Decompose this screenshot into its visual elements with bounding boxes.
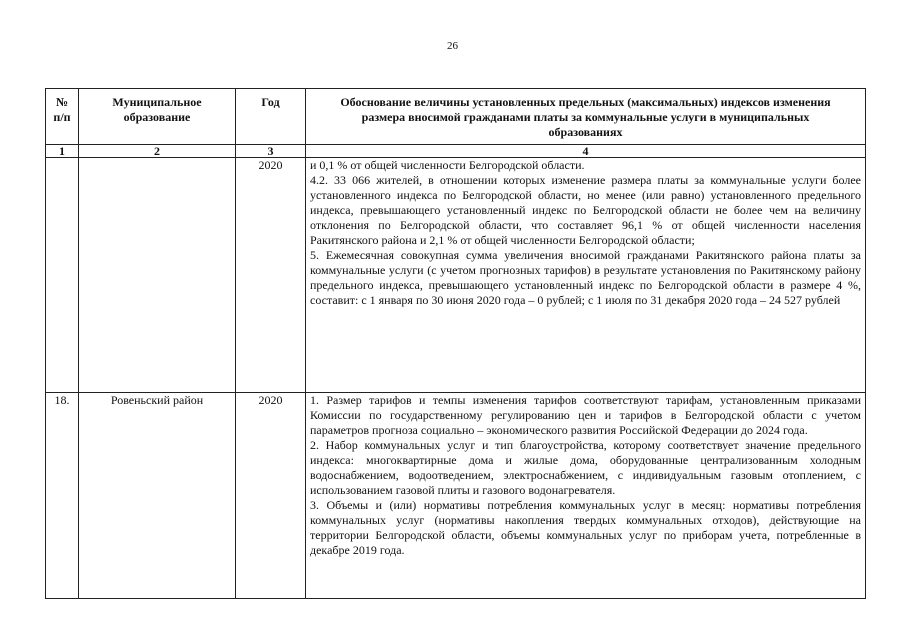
column-number: 1 <box>46 145 79 158</box>
paragraph: 1. Размер тарифов и темпы изменения тарифов соответствуют тарифам, установленным приказами Комиссии по государственному регулированию цен и тарифов в Белгородской области с учетом параметров прогноза социально – экономического развития Российской Федерации до 2024 года. <box>310 393 861 437</box>
table-row <box>46 393 866 599</box>
paragraph: 4.2. 33 066 жителей, в отношении которых изменение размера платы за коммунальные услуги более установленного индекса по Белгородской области, но менее (или равно) установленного предельного индекса, превышающего установленный индекс по Белгородской области не более чем на величину отклонения по Белгородской области, что составляет 96,1 % от общей численности населения Ракитянского района и 2,1 % от общей численности Белгородской области; <box>310 173 861 247</box>
column-number: 4 <box>306 145 866 158</box>
municipality-cell <box>79 158 236 393</box>
header-year: Год <box>236 89 306 145</box>
row-number <box>46 158 79 393</box>
column-number-row <box>46 145 866 158</box>
justification-table <box>45 88 866 599</box>
justification-cell <box>306 158 866 393</box>
page-number: 26 <box>447 40 458 52</box>
paragraph: и 0,1 % от общей численности Белгородской области. <box>310 158 585 172</box>
paragraph: 2. Набор коммунальных услуг и тип благоустройства, которому соответствует значение предельного индекса: многоквартирные дома и жилые дома, оборудованные централизованным холодным водоснабжением, водоотведением, электроснабжением, с индивидуальным газовым отоплением, с использованием газовой плиты и газового водонагревателя. <box>310 438 861 497</box>
municipality-cell: Ровеньский район <box>79 393 236 599</box>
year-cell: 2020 <box>236 158 306 393</box>
column-number: 2 <box>79 145 236 158</box>
header-municipality: Муниципальное образование <box>79 89 236 145</box>
paragraph: 5. Ежемесячная совокупная сумма увеличения вносимой гражданами Ракитянского района платы за коммунальные услуги (с учетом прогнозных тарифов) в результате установления по Ракитянскому району предельного индекса, превышающего установленный индекс по Белгородской области в размере 4 %, составит: с 1 января по 30 июня 2020 года – 0 рублей; с 1 июля по 31 декабря 2020 года – 24 527 рублей <box>310 248 861 307</box>
justification-cell <box>306 393 866 599</box>
row-number: 18. <box>46 393 79 599</box>
column-number: 3 <box>236 145 306 158</box>
year-cell: 2020 <box>236 393 306 599</box>
table-row <box>46 158 866 393</box>
header-justification: Обоснование величины установленных предельных (максимальных) индексов изменения размера вносимой гражданами платы за коммунальные услуги в муниципальных образованиях <box>306 89 866 145</box>
table-header-row <box>46 89 866 145</box>
paragraph: 3. Объемы и (или) нормативы потребления коммунальных услуг в месяц: нормативы потребления коммунальных услуг (нормативы накопления твердых коммунальных отходов), действующие на территории Белгородской области, объемы коммунальных услуг по приборам учета, потребленные в декабре 2019 года. <box>310 498 861 557</box>
header-number: № п/п <box>46 89 79 145</box>
